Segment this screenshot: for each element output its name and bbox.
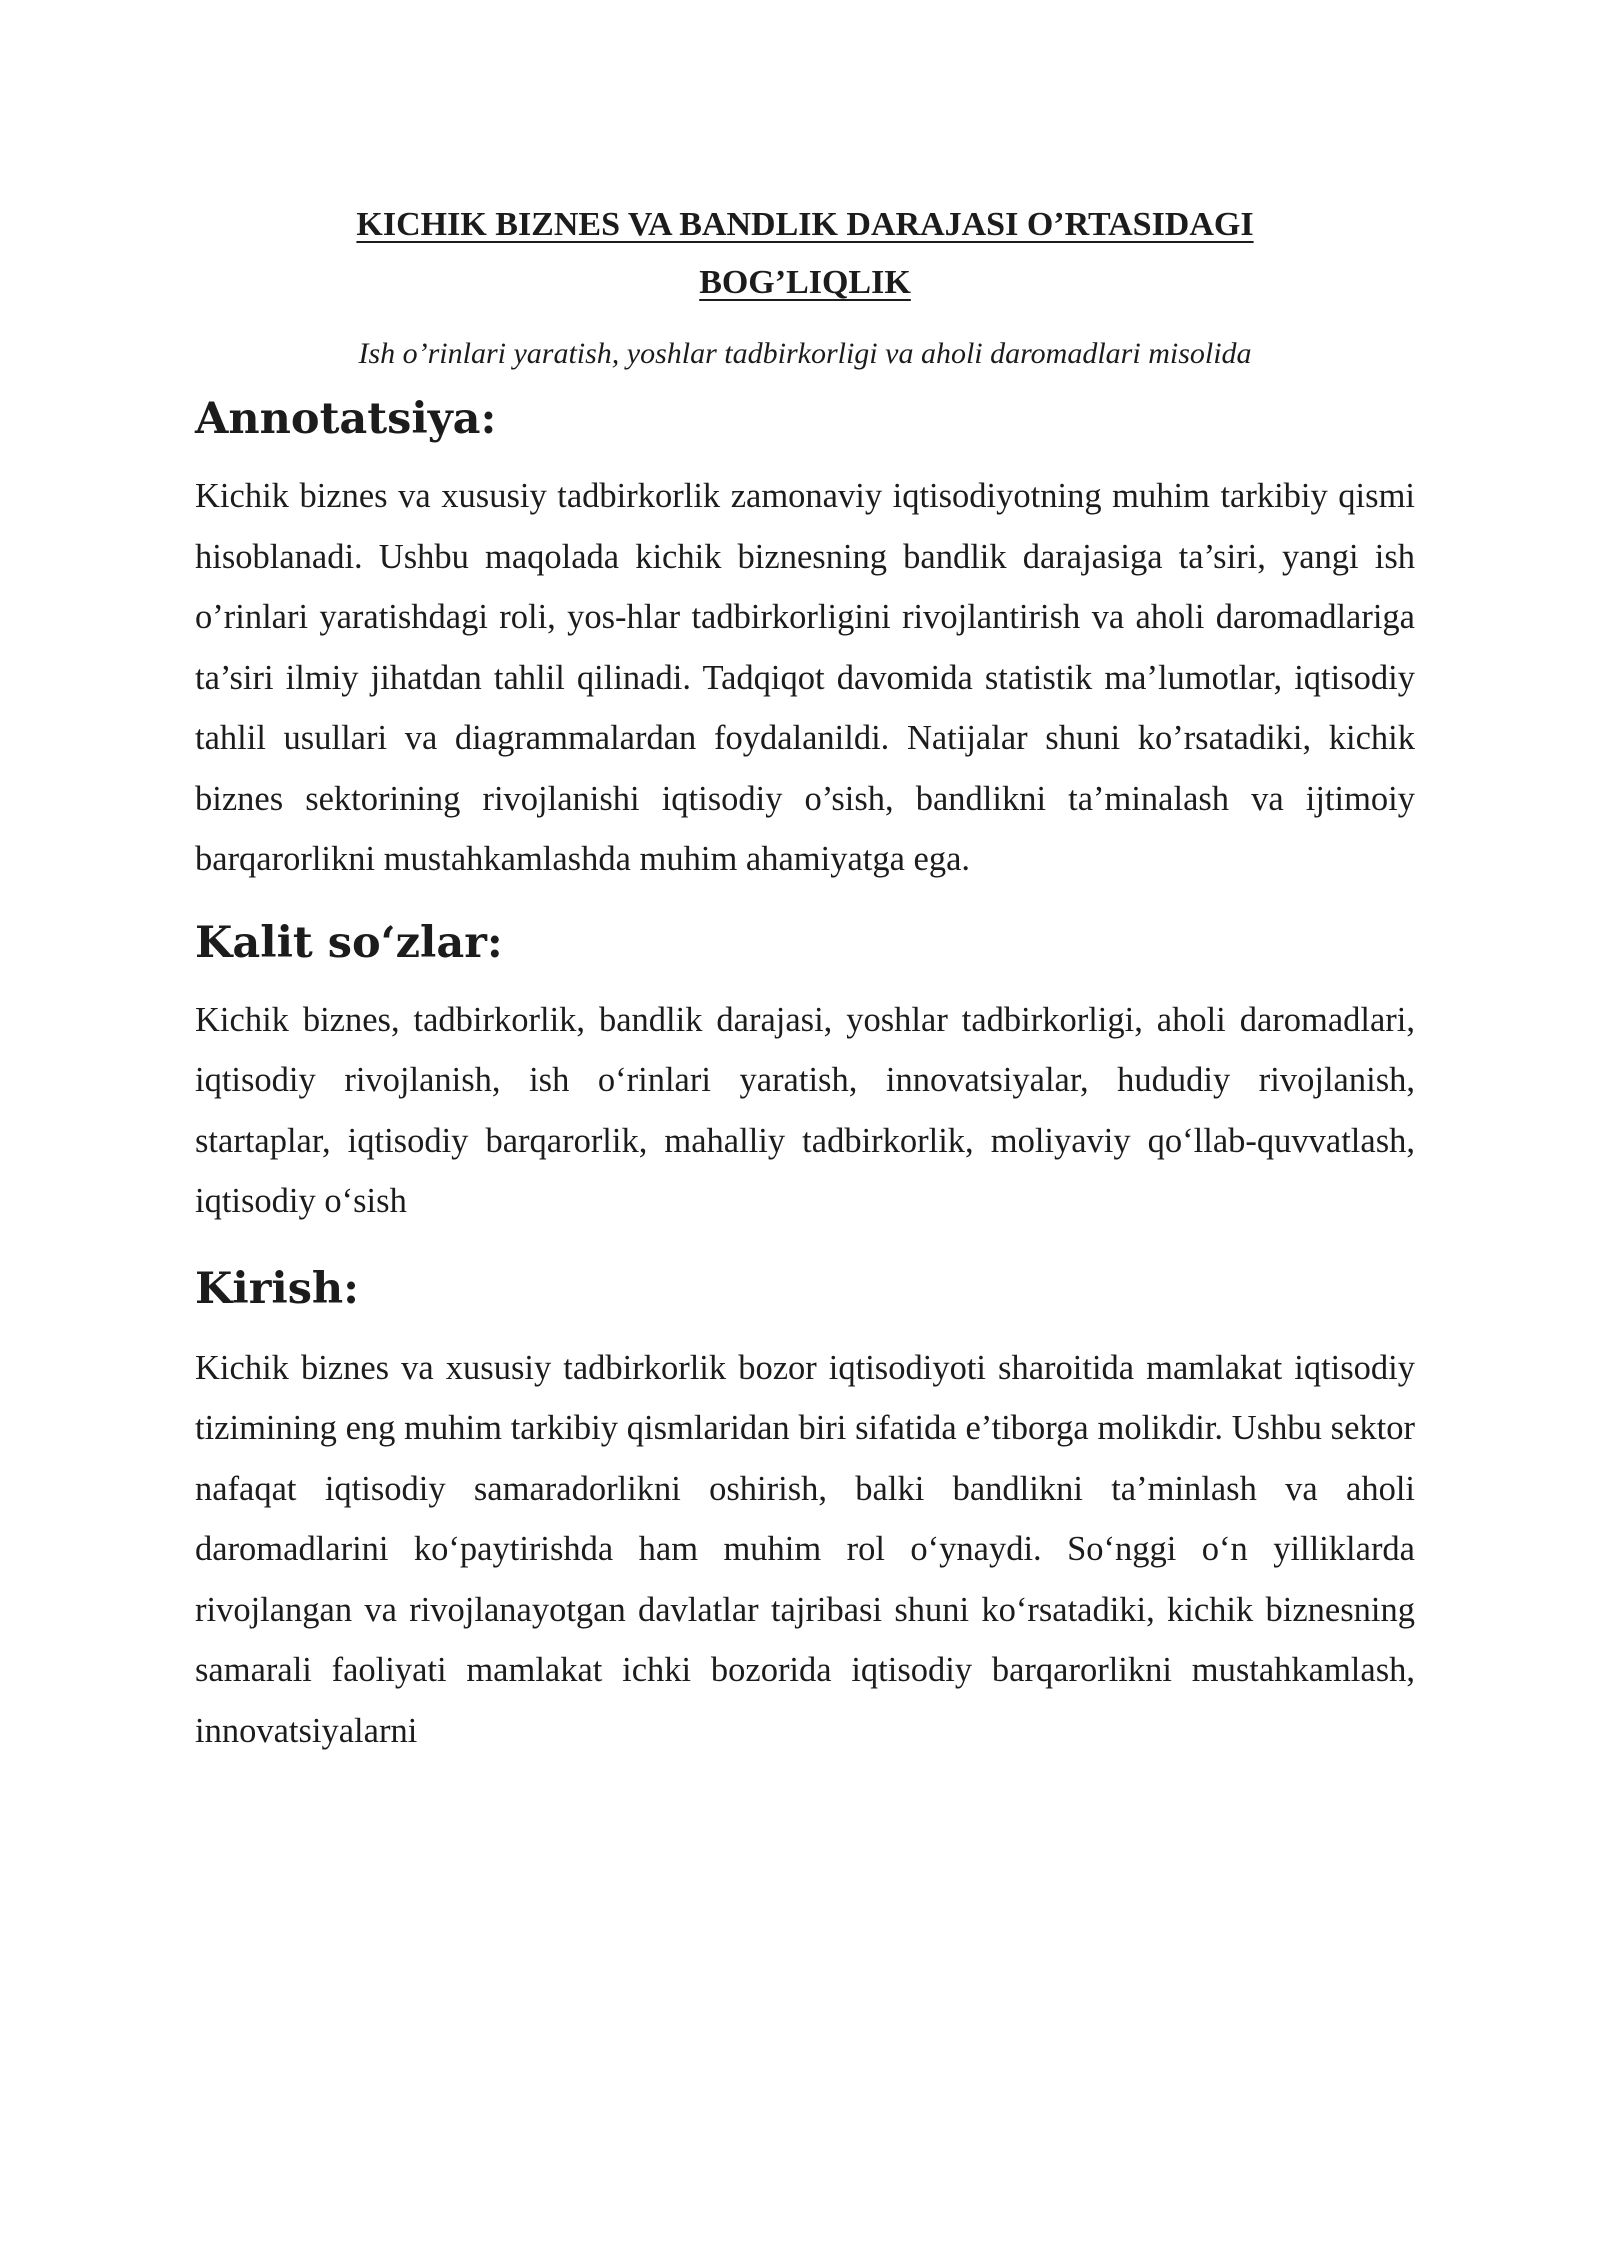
keywords-text: Kichik biznes, tadbirkorlik, bandlik darajasi, yoshlar tadbirkorligi, aholi daromadlari, iqtisodiy rivojlanish, ish o‘rinlari yaratish, innovatsiyalar, hududiy rivojlanish, startaplar, iqtisodiy barqarorlik, mahalliy tadbirkorlik, moliyaviy qo‘llab-quvvatlash, iqtisodiy o‘sish [195, 1000, 1415, 1220]
introduction-text: Kichik biznes va xususiy tadbirkorlik bozor iqtisodiyoti sharoitida mamlakat iqtisodiy tizimining eng muhim tarkibiy qismlaridan biri sifatida e’tiborga molikdir. Ushbu sektor nafaqat iqtisodiy samaradorlikni oshirish, balki bandlikni ta’minlash va aholi daromadlarini ko‘paytirishda ham muhim rol o‘ynaydi. So‘nggi o‘n yilliklarda rivojlangan va rivojlanayotgan davlatlar tajribasi shuni ko‘rsatadiki, kichik biznesning samarali faoliyati mamlakat ichki bozorida iqtisodiy barqarorlikni mustahkamlash, innovatsiyalarni [195, 1348, 1415, 1750]
keywords-heading: Kalit so‘zlar: [195, 917, 503, 968]
annotation-text: Kichik biznes va xususiy tadbirkorlik zamonaviy iqtisodiyotning muhim tarkibiy qismi hisoblanadi. Ushbu maqolada kichik biznesning bandlik darajasiga ta’siri, yangi ish o’rinlari yaratishdagi roli, yos-hlar tadbirkorligini rivojlantirish va aholi daromadlariga ta’siri ilmiy jihatdan tahlil qilinadi. Tadqiqot davomida statistik ma’lumotlar, iqtisodiy tahlil usullari va diagrammalardan foydalanildi. Natijalar shuni ko’rsatadiki, kichik biznes sektorining rivojlanishi iqtisodiy o’sish, bandlikni ta’minalash va ijtimoiy barqarorlikni mustahkamlashda muhim ahamiyatga ega. [195, 477, 1415, 878]
annotation-heading: Annotatsiya: [195, 394, 497, 444]
document-page [195, 196, 1415, 1761]
document-subtitle: Ish o’rinlari yaratish, yoshlar tadbirkorligi va aholi daromadlari misolida [358, 337, 1252, 370]
introduction-heading: Kirish: [195, 1263, 360, 1314]
document-title: KICHIK BIZNES VA BANDLIK DARAJASI O’RTASIDAGI BOG’LIQLIK [356, 206, 1254, 301]
